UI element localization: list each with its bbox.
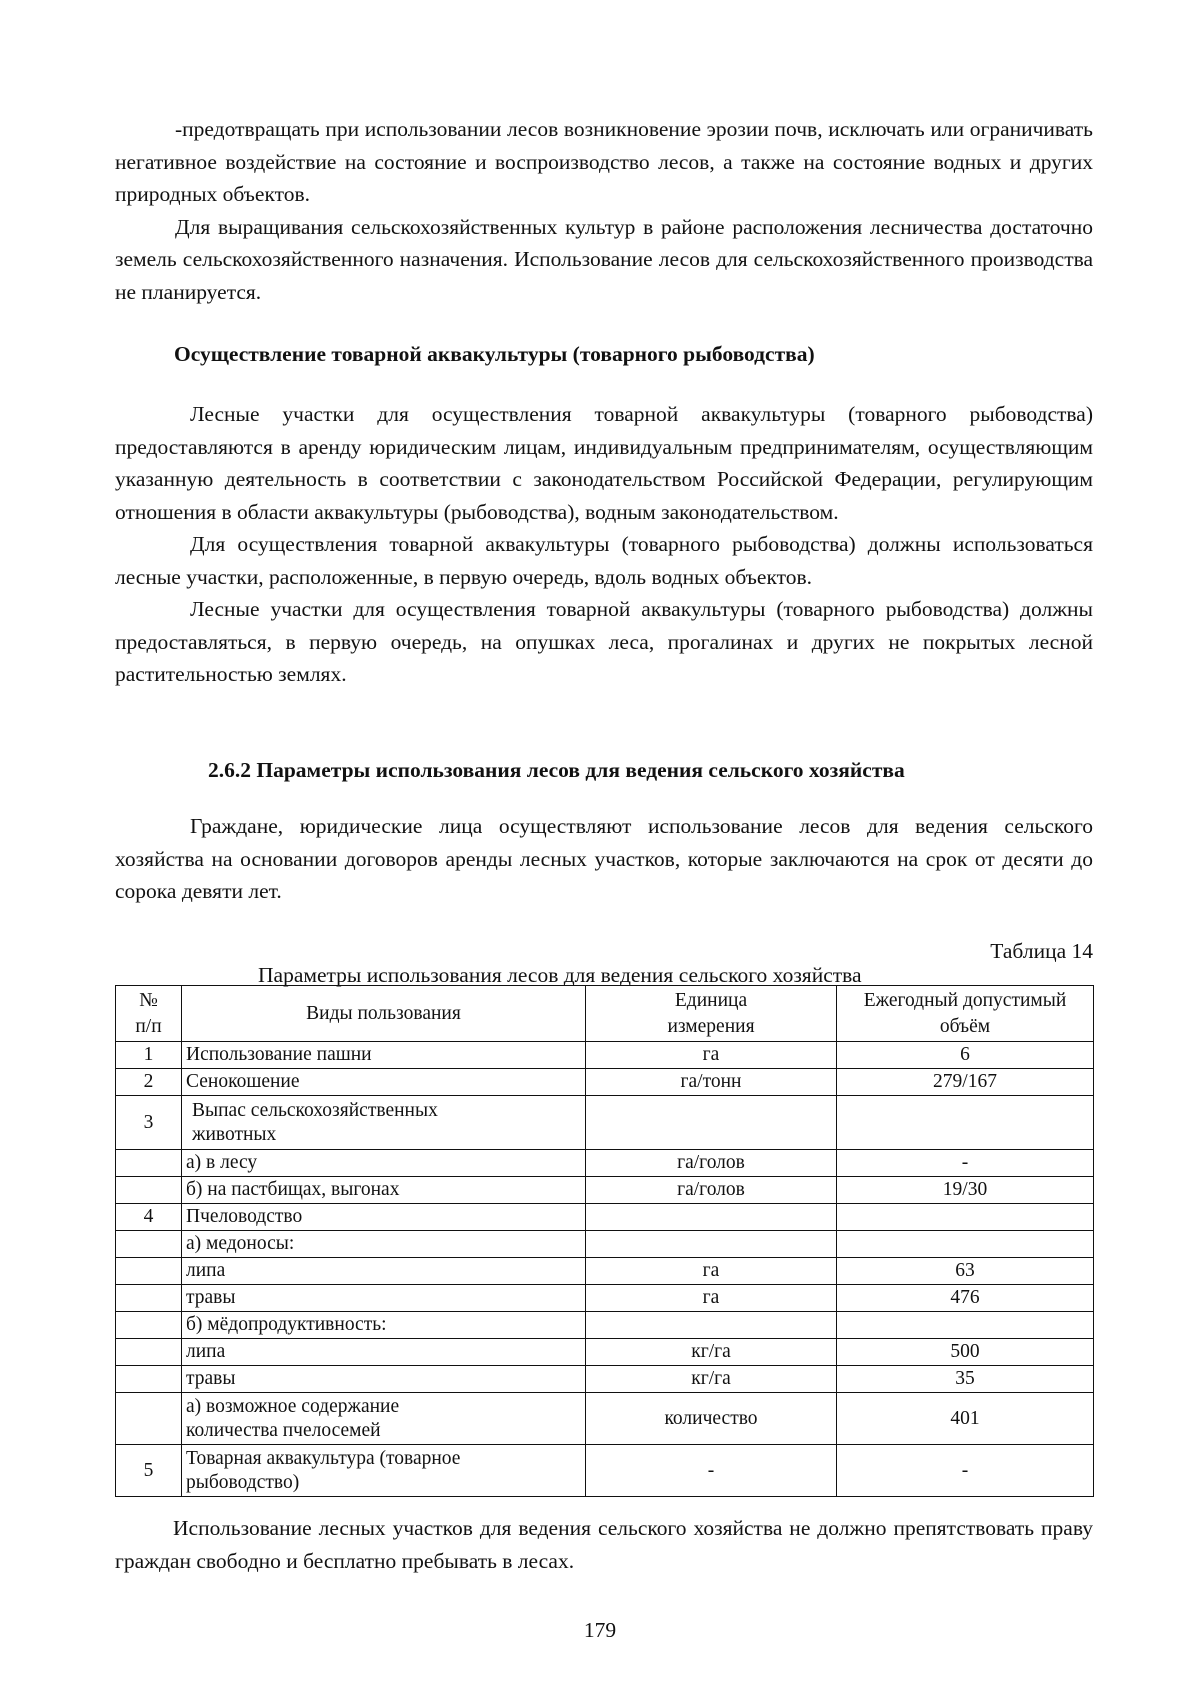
header-kind: Виды пользования xyxy=(182,986,586,1042)
parameters-table xyxy=(115,985,1094,1497)
closing-paragraph: Использование лесных участков для ведения сельского хозяйства не должно препятствовать праву граждан свободно и бесплатно пребывать в лесах. xyxy=(115,1516,1093,1573)
table-row: травы га 476 xyxy=(116,1285,1094,1312)
aquaculture-paragraph-3: Лесные участки для осуществления товарной аквакультуры (товарного рыбоводства) должны предоставляться, в первую очередь, на опушках леса, прогалинах и других не покрытых лесной растительностью землях. xyxy=(115,597,1093,686)
closing-block xyxy=(115,1512,1093,1577)
header-num: № п/п xyxy=(116,986,182,1042)
intro-paragraph-2: Для выращивания сельскохозяйственных культур в районе расположения лесничества достаточно земель сельскохозяйственного назначения. Использование лесов для сельскохозяйственного производства не планируется. xyxy=(115,214,1093,304)
table-row: липа кг/га 500 xyxy=(116,1339,1094,1366)
table-row: б) на пастбищах, выгонах га/голов 19/30 xyxy=(116,1177,1094,1204)
intro-block xyxy=(115,113,1093,308)
table-row: травы кг/га 35 xyxy=(116,1366,1094,1393)
table-row: а) медоносы: xyxy=(116,1231,1094,1258)
table-label: Таблица 14 xyxy=(990,939,1093,963)
table-row: б) мёдопродуктивность: xyxy=(116,1312,1094,1339)
aquaculture-paragraph-2: Для осуществления товарной аквакультуры (товарного рыбоводства) должны использоваться лесные участки, расположенные, в первую очередь, вдоль водных объектов. xyxy=(115,532,1093,589)
table-row: 2 Сенокошение га/тонн 279/167 xyxy=(116,1069,1094,1096)
table-row: 3 Выпас сельскохозяйственных животных xyxy=(116,1096,1094,1150)
table-row: а) в лесу га/голов - xyxy=(116,1150,1094,1177)
table-header-row xyxy=(116,986,1094,1042)
section-262-paragraph: Граждане, юридические лица осуществляют использование лесов для ведения сельского хозяйства на основании договоров аренды лесных участков, которые заключаются на срок от десяти до сорока девяти лет. xyxy=(115,814,1093,903)
intro-paragraph-1: -предотвращать при использовании лесов возникновение эрозии почв, исключать или ограничивать негативное воздействие на состояние и воспроизводство лесов, а также на состояние водных и других природных объектов. xyxy=(115,117,1093,206)
page-number: 179 xyxy=(583,1618,617,1642)
header-unit: Единица измерения xyxy=(586,986,837,1042)
aquaculture-paragraph-1: Лесные участки для осуществления товарной аквакультуры (товарного рыбоводства) предоставляются в аренду юридическим лицам, индивидуальным предпринимателям, осуществляющим указанную деятельность в соответствии с законодательством Российской Федерации, регулирующим отношения в области аквакультуры (рыбоводства), водным законодательством. xyxy=(115,402,1093,524)
aquaculture-block xyxy=(115,398,1093,691)
aquaculture-heading: Осуществление товарной аквакультуры (товарного рыбоводства) xyxy=(174,342,815,366)
table-row: а) возможное содержание количества пчелосемей количество 401 xyxy=(116,1393,1094,1445)
table-row: 4 Пчеловодство xyxy=(116,1204,1094,1231)
table-row: липа га 63 xyxy=(116,1258,1094,1285)
table-row: 1 Использование пашни га 6 xyxy=(116,1042,1094,1069)
table-title: Параметры использования лесов для ведения сельского хозяйства xyxy=(258,963,862,987)
table-row: 5 Товарная аквакультура (товарное рыбоводство) - - xyxy=(116,1445,1094,1497)
header-volume: Ежегодный допустимый объём xyxy=(837,986,1094,1042)
section-heading-2-6-2: 2.6.2 Параметры использования лесов для ведения сельского хозяйства xyxy=(208,758,905,782)
section-262-block xyxy=(115,810,1093,908)
